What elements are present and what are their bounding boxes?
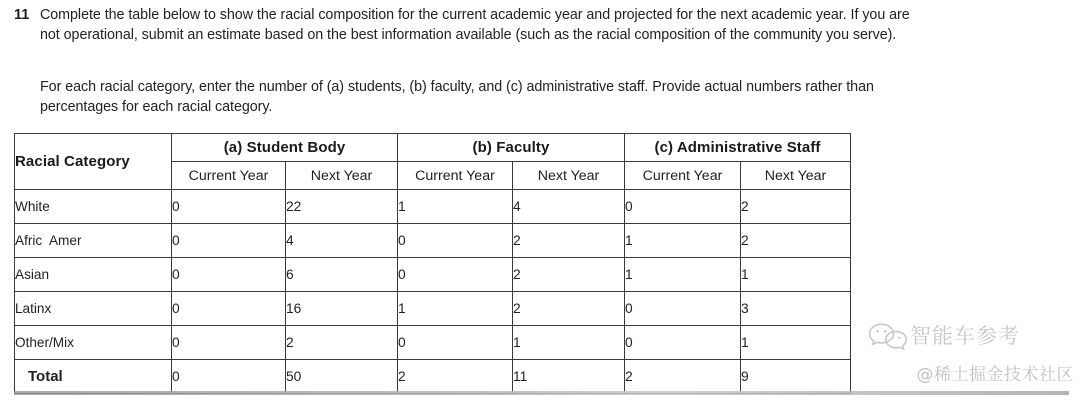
subheader-faculty-next-year: Next Year	[513, 162, 625, 190]
table-row-total	[15, 360, 851, 394]
cell-white-admin-next: 2	[741, 190, 851, 224]
cell-latinx-admin-current: 0	[625, 292, 741, 326]
table-row	[15, 190, 851, 224]
cell-asian-admin-next: 1	[741, 258, 851, 292]
table-group-header-row	[15, 134, 851, 162]
cell-asian-faculty-next: 2	[513, 258, 625, 292]
question-block	[14, 6, 1064, 45]
cell-other-mix-student-next: 2	[286, 326, 398, 360]
cell-asian-faculty-current: 0	[398, 258, 513, 292]
cell-latinx-admin-next: 3	[741, 292, 851, 326]
watermark-title: 智能车参考	[910, 323, 1020, 348]
cell-latinx-student-current: 0	[172, 292, 286, 326]
row-label-asian: Asian	[15, 258, 172, 292]
subheader-admin-next-year: Next Year	[741, 162, 851, 190]
table-row	[15, 292, 851, 326]
instruction-line-1: For each racial category, enter the number of (a) students, (b) faculty, and (c) administrative staff. Provide actual numbers rather than	[40, 79, 874, 95]
cell-afric-amer-admin-next: 2	[741, 224, 851, 258]
watermark	[866, 316, 1076, 392]
cell-total-admin-next: 9	[741, 360, 851, 394]
subheader-admin-current-year: Current Year	[625, 162, 741, 190]
cell-total-admin-current: 2	[625, 360, 741, 394]
watermark-top-row	[866, 316, 1076, 356]
table-body	[15, 190, 851, 394]
cell-asian-student-current: 0	[172, 258, 286, 292]
table-head	[15, 134, 851, 190]
cell-asian-admin-current: 1	[625, 258, 741, 292]
row-label-afric-amer: Afric Amer	[15, 224, 172, 258]
cell-total-faculty-current: 2	[398, 360, 513, 394]
cell-other-mix-admin-next: 1	[741, 326, 851, 360]
question-number: 11	[14, 7, 30, 23]
cell-afric-amer-faculty-next: 2	[513, 224, 625, 258]
racial-composition-table	[14, 133, 851, 394]
table-row	[15, 224, 851, 258]
cell-latinx-student-next: 16	[286, 292, 398, 326]
header-group-faculty: (b) Faculty	[398, 134, 625, 162]
cell-total-student-current: 0	[172, 360, 286, 394]
table-row	[15, 258, 851, 292]
cell-asian-student-next: 6	[286, 258, 398, 292]
instruction-block	[40, 78, 1060, 117]
racial-composition-table-wrapper	[14, 133, 850, 394]
question-line-2: not operational, submit an estimate based on the best information available (such as the racial composition of the community you serve).	[40, 26, 897, 43]
cell-total-student-next: 50	[286, 360, 398, 394]
cell-total-faculty-next: 11	[513, 360, 625, 394]
cell-white-faculty-next: 4	[513, 190, 625, 224]
cell-afric-amer-admin-current: 1	[625, 224, 741, 258]
subheader-student-current-year: Current Year	[172, 162, 286, 190]
question-row	[14, 6, 1064, 45]
watermark-subtitle: @稀土掘金技术社区	[916, 365, 1074, 385]
cell-afric-amer-student-current: 0	[172, 224, 286, 258]
cell-other-mix-faculty-next: 1	[513, 326, 625, 360]
row-label-latinx: Latinx	[15, 292, 172, 326]
wechat-bubbles-icon	[866, 320, 910, 352]
header-group-student-body: (a) Student Body	[172, 134, 398, 162]
row-label-other-mix: Other/Mix	[15, 326, 172, 360]
cell-white-student-next: 22	[286, 190, 398, 224]
header-group-administrative-staff: (c) Administrative Staff	[625, 134, 851, 162]
subheader-student-next-year: Next Year	[286, 162, 398, 190]
cell-afric-amer-student-next: 4	[286, 224, 398, 258]
header-racial-category: Racial Category	[15, 134, 172, 190]
subheader-faculty-current-year: Current Year	[398, 162, 513, 190]
question-line-1: Complete the table below to show the racial composition for the current academic year and projected for the next academic year. If you are	[40, 7, 910, 23]
cell-latinx-faculty-current: 1	[398, 292, 513, 326]
instruction-line-2: percentages for each racial category.	[40, 98, 273, 115]
cell-other-mix-faculty-current: 0	[398, 326, 513, 360]
row-label-total: Total	[15, 360, 172, 394]
cell-white-faculty-current: 1	[398, 190, 513, 224]
cell-white-student-current: 0	[172, 190, 286, 224]
cell-latinx-faculty-next: 2	[513, 292, 625, 326]
table-row	[15, 326, 851, 360]
cell-afric-amer-faculty-current: 0	[398, 224, 513, 258]
question-text	[40, 6, 1064, 45]
row-label-white: White	[15, 190, 172, 224]
cell-other-mix-admin-current: 0	[625, 326, 741, 360]
cell-white-admin-current: 0	[625, 190, 741, 224]
cell-other-mix-student-current: 0	[172, 326, 286, 360]
